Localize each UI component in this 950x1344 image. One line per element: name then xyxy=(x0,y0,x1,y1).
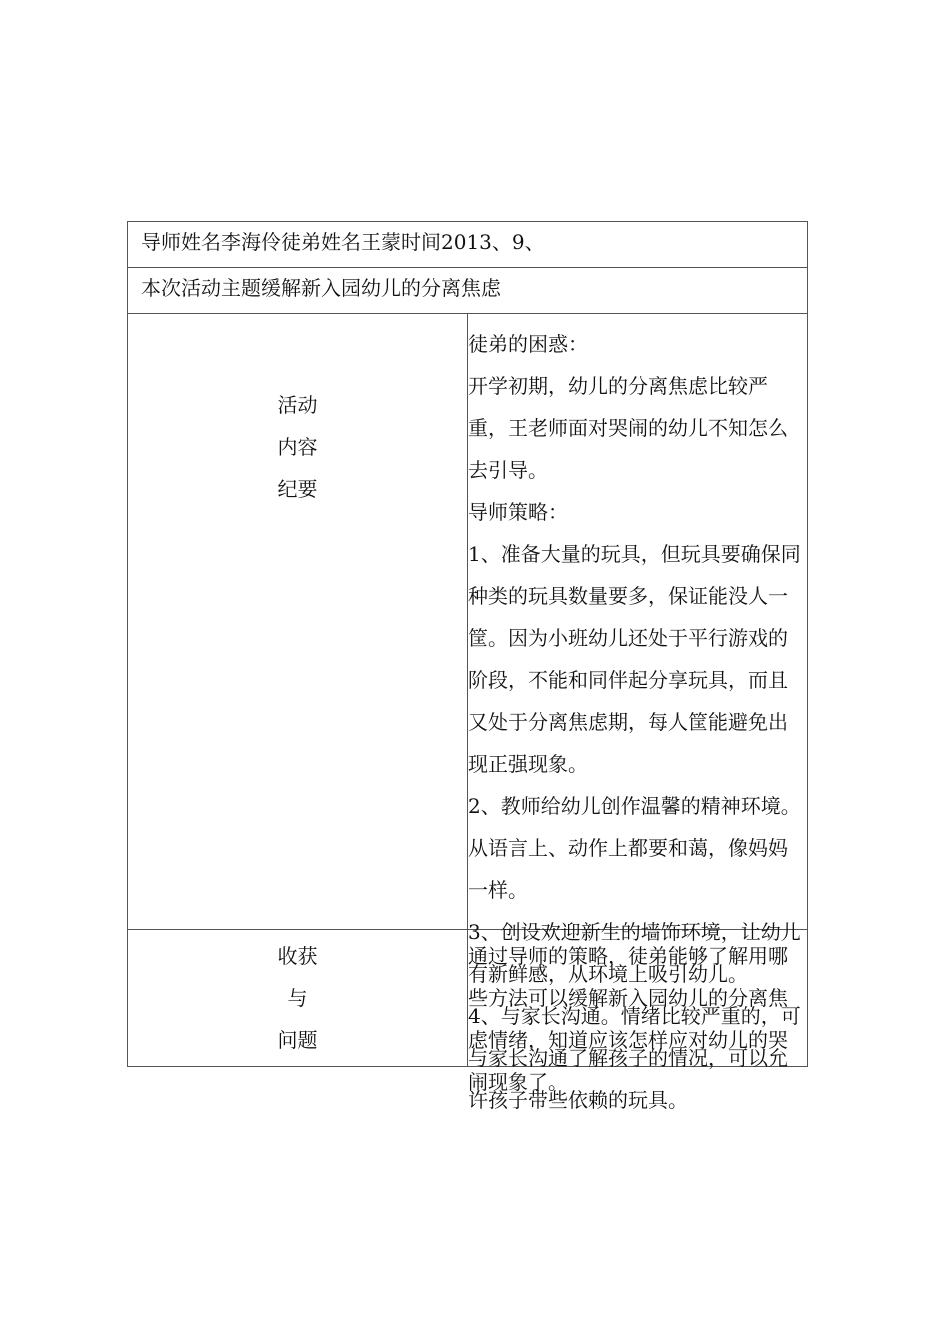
strategy-item-1: 1、准备大量的玩具，但玩具要确保同种类的玩具数量要多，保证能没人一筐。因为小班幼儿还处于平行游戏的阶段，不能和同伴起分享玩具，而且又处于分离焦虑期，每人筐能避免出现正强现象。 xyxy=(468,542,801,776)
strategy-item-2: 2、教师给幼儿创作温馨的精神环境。从语言上、动作上都要和蔼，像妈妈一样。 xyxy=(468,794,801,902)
harvest-label-cell xyxy=(128,930,468,1067)
activity-row xyxy=(128,314,808,930)
harvest-label-line: 问题 xyxy=(277,1028,318,1052)
confusion-text: 开学初期，幼儿的分离焦虑比较严重，王老师面对哭闹的幼儿不知怎么去引导。 xyxy=(468,374,788,482)
mentor-record-table xyxy=(127,221,808,1112)
harvest-content-cell xyxy=(468,930,808,1094)
activity-label-cell xyxy=(128,314,468,930)
mentor-info-cell: 导师姓名李海伶徒弟姓名王蒙时间2013、9、 xyxy=(128,222,808,268)
confusion-heading: 徒弟的困惑： xyxy=(468,332,588,356)
activity-label-line: 纪要 xyxy=(277,477,318,501)
theme-row xyxy=(128,268,808,314)
harvest-row xyxy=(128,930,808,1067)
strategy-item-4: 4、与家长沟通。情绪比较严重的，可与家长沟通了解孩子的情况，可以允许孩子带些依赖的玩具。 xyxy=(468,1004,801,1112)
strategy-heading: 导师策略： xyxy=(468,500,568,524)
strategy-item-3: 3、创设欢迎新生的墙饰环境，让幼儿有新鲜感，从环境上吸引幼儿。 xyxy=(468,920,801,986)
mentor-info-row xyxy=(128,222,808,268)
harvest-label-line: 收获 xyxy=(277,944,318,968)
activity-label-line: 活动 xyxy=(277,393,318,417)
harvest-label-line: 与 xyxy=(287,986,308,1010)
activity-label-line: 内容 xyxy=(277,435,318,459)
harvest-text: 通过导师的策略，徒弟能够了解用哪些方法可以缓解新入园幼儿的分离焦虑情绪，知道应该怎样应对幼儿的哭闹现象了。 xyxy=(468,944,788,1094)
theme-cell: 本次活动主题缓解新入园幼儿的分离焦虑 xyxy=(128,268,808,314)
